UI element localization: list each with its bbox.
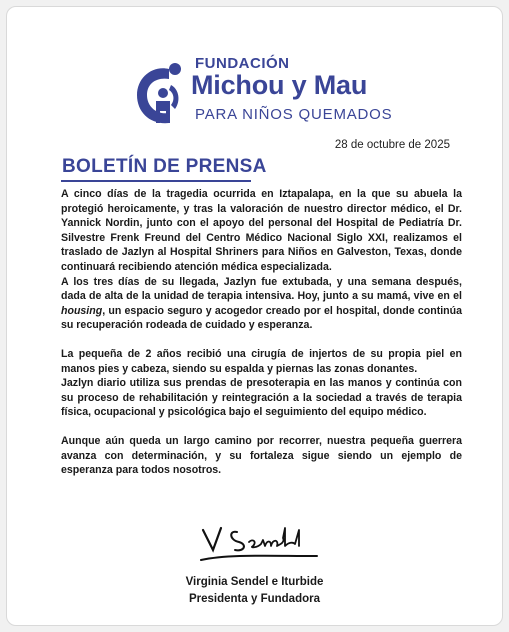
release-date: 28 de octubre de 2025 [334,139,450,151]
release-body [61,187,462,478]
signatory-name: Virginia Sendel e Iturbide [185,576,324,588]
page-title: BOLETÍN DE PRENSA [62,156,267,177]
org-line1: FUNDACIÓN [195,55,290,72]
org-name: Michou y Mau [191,70,368,100]
paragraph-2: A los tres días de su llegada, Jazlyn fue extubada, y una semana después, dada de alta de la unidad de terapia intensiva. Hoy, junto a su mamá, vive en el housing, un espacio seguro y acogedor creado por el hospital, donde continúa su recuperación rodeada de cuidado y esperanza. [61,275,462,332]
paragraph-4: Jazlyn diario utiliza sus prendas de presoterapia en las manos y continúa con su proceso de rehabilitación y reintegración a la sociedad a través de terapia física, ocupacional y psicológica bajo el seguimiento del equipo médico. [61,377,462,419]
org-tagline: PARA NIÑOS QUEMADOS [195,106,393,123]
paragraph-1: A cinco días de la tragedia ocurrida en Iztapalapa, en la que su abuela la protegió heroicamente, y tras la valoración de nuestro director médico, el Dr. Yannick Nordin, junto con el apoyo del personal del Hospital de Pediatría Dr. Silvestre Frenk Freund del Centro Médico Nacional Siglo XXI, realizamos el traslado de Jazlyn al Hospital Shriners para Niños en Galveston, Texas, donde continuará recibiendo atención médica especializada. [61,188,462,273]
mother-child-icon [131,55,191,131]
handwritten-signature [199,520,319,575]
signatory-role: Presidenta y Fundadora [188,593,320,605]
foundation-logo [131,55,401,131]
italic-term: housing [61,304,103,317]
press-release-card [6,6,503,626]
paragraph-3: La pequeña de 2 años recibió una cirugía de injertos de su propia piel en manos pies y cabeza, siendo su espalda y piernas las zonas donantes. [61,347,462,375]
paragraph-5: Aunque aún queda un largo camino por recorrer, nuestra pequeña guerrera avanza con determinación, y su fortaleza sigue siendo un ejemplo de esperanza para todos nosotros. [61,434,462,477]
title-underline [61,180,251,182]
